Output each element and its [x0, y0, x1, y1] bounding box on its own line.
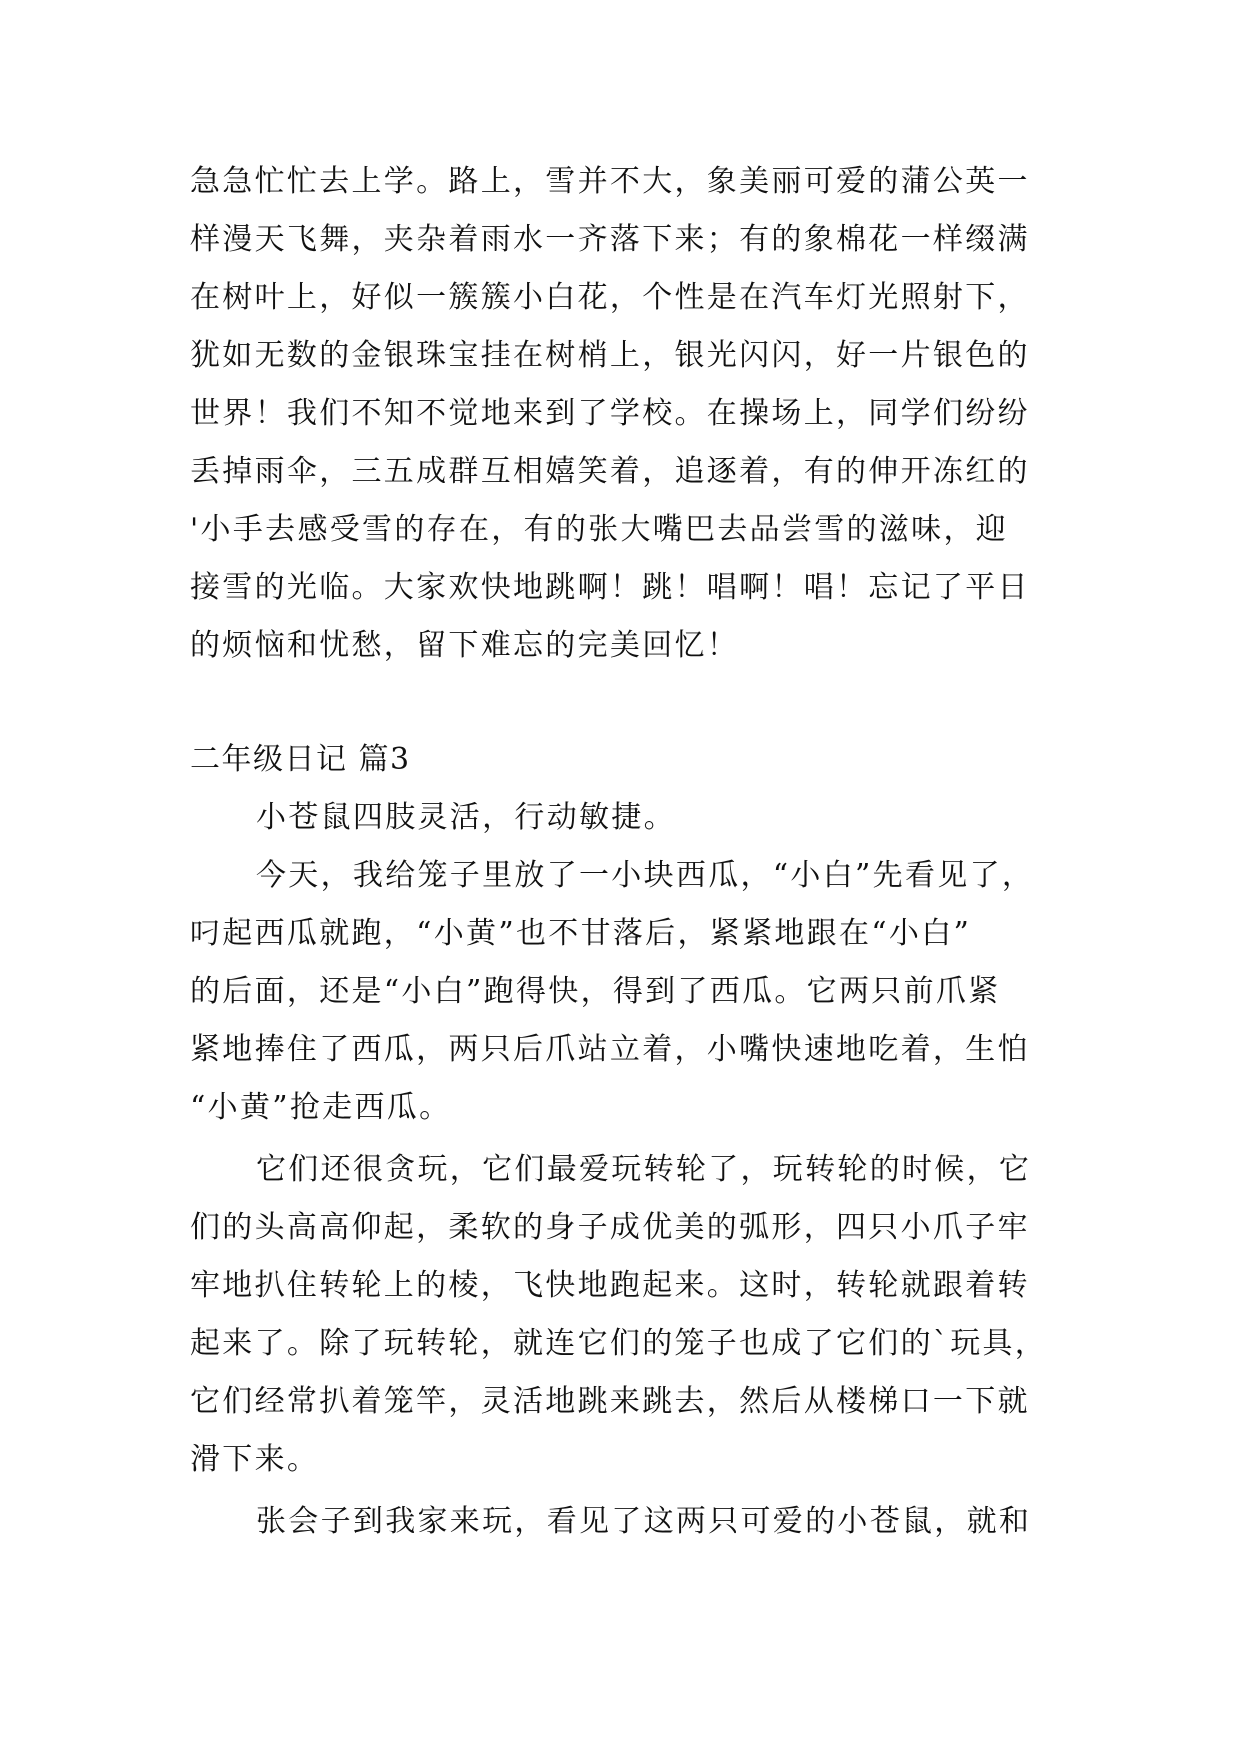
paragraph-line: 小苍鼠四肢灵活，行动敏捷。: [256, 800, 676, 835]
paragraph-line: 的烦恼和忧愁，留下难忘的完美回忆！: [190, 628, 740, 663]
paragraph-line: 样漫天飞舞，夹杂着雨水一齐落下来；有的象棉花一样缀满: [190, 222, 1030, 257]
paragraph-line: “小黄”抢走西瓜。: [190, 1090, 452, 1125]
paragraph-line: 张会子到我家来玩，看见了这两只可爱的小苍鼠，就和: [256, 1504, 1032, 1539]
paragraph-line: 叼起西瓜就跑，“小黄”也不甘落后，紧紧地跟在“小白”: [190, 916, 972, 951]
paragraph-line: 紧地捧住了西瓜，两只后爪站立着，小嘴快速地吃着，生怕: [190, 1032, 1030, 1067]
paragraph-line: 们的头高高仰起，柔软的身子成优美的弧形，四只小爪子牢: [190, 1210, 1030, 1245]
paragraph-line: 世界！我们不知不觉地来到了学校。在操场上，同学们纷纷: [190, 396, 1030, 431]
paragraph-line: 今天，我给笼子里放了一小块西瓜，“小白”先看见了，: [256, 858, 1035, 893]
paragraph-line: 犹如无数的金银珠宝挂在树梢上，银光闪闪，好一片银色的: [190, 338, 1030, 373]
paragraph-line: 起来了。除了玩转轮，就连它们的笼子也成了它们的`玩具，: [190, 1326, 1048, 1361]
paragraph-line: 它们经常扒着笼竿，灵活地跳来跳去，然后从楼梯口一下就: [190, 1384, 1030, 1419]
paragraph-line: 滑下来。: [190, 1442, 320, 1477]
paragraph-line: '小手去感受雪的存在，有的张大嘴巴去品尝雪的滋味，迎: [190, 512, 1009, 547]
section-title: 二年级日记 篇3: [190, 742, 411, 777]
paragraph-line: 牢地扒住转轮上的棱，飞快地跑起来。这时，转轮就跟着转: [190, 1268, 1030, 1303]
paragraph-line: 急急忙忙去上学。路上，雪并不大，象美丽可爱的蒲公英一: [190, 164, 1030, 199]
paragraph-line: 在树叶上，好似一簇簇小白花，个性是在汽车灯光照射下，: [190, 280, 1030, 315]
paragraph-line: 的后面，还是“小白”跑得快，得到了西瓜。它两只前爪紧: [190, 974, 1001, 1009]
paragraph-line: 丢掉雨伞，三五成群互相嬉笑着，追逐着，有的伸开冻红的: [190, 454, 1030, 489]
paragraph-line: 接雪的光临。大家欢快地跳啊！跳！唱啊！唱！忘记了平日: [190, 570, 1030, 605]
paragraph-line: 它们还很贪玩，它们最爱玩转轮了，玩转轮的时候，它: [256, 1152, 1032, 1187]
